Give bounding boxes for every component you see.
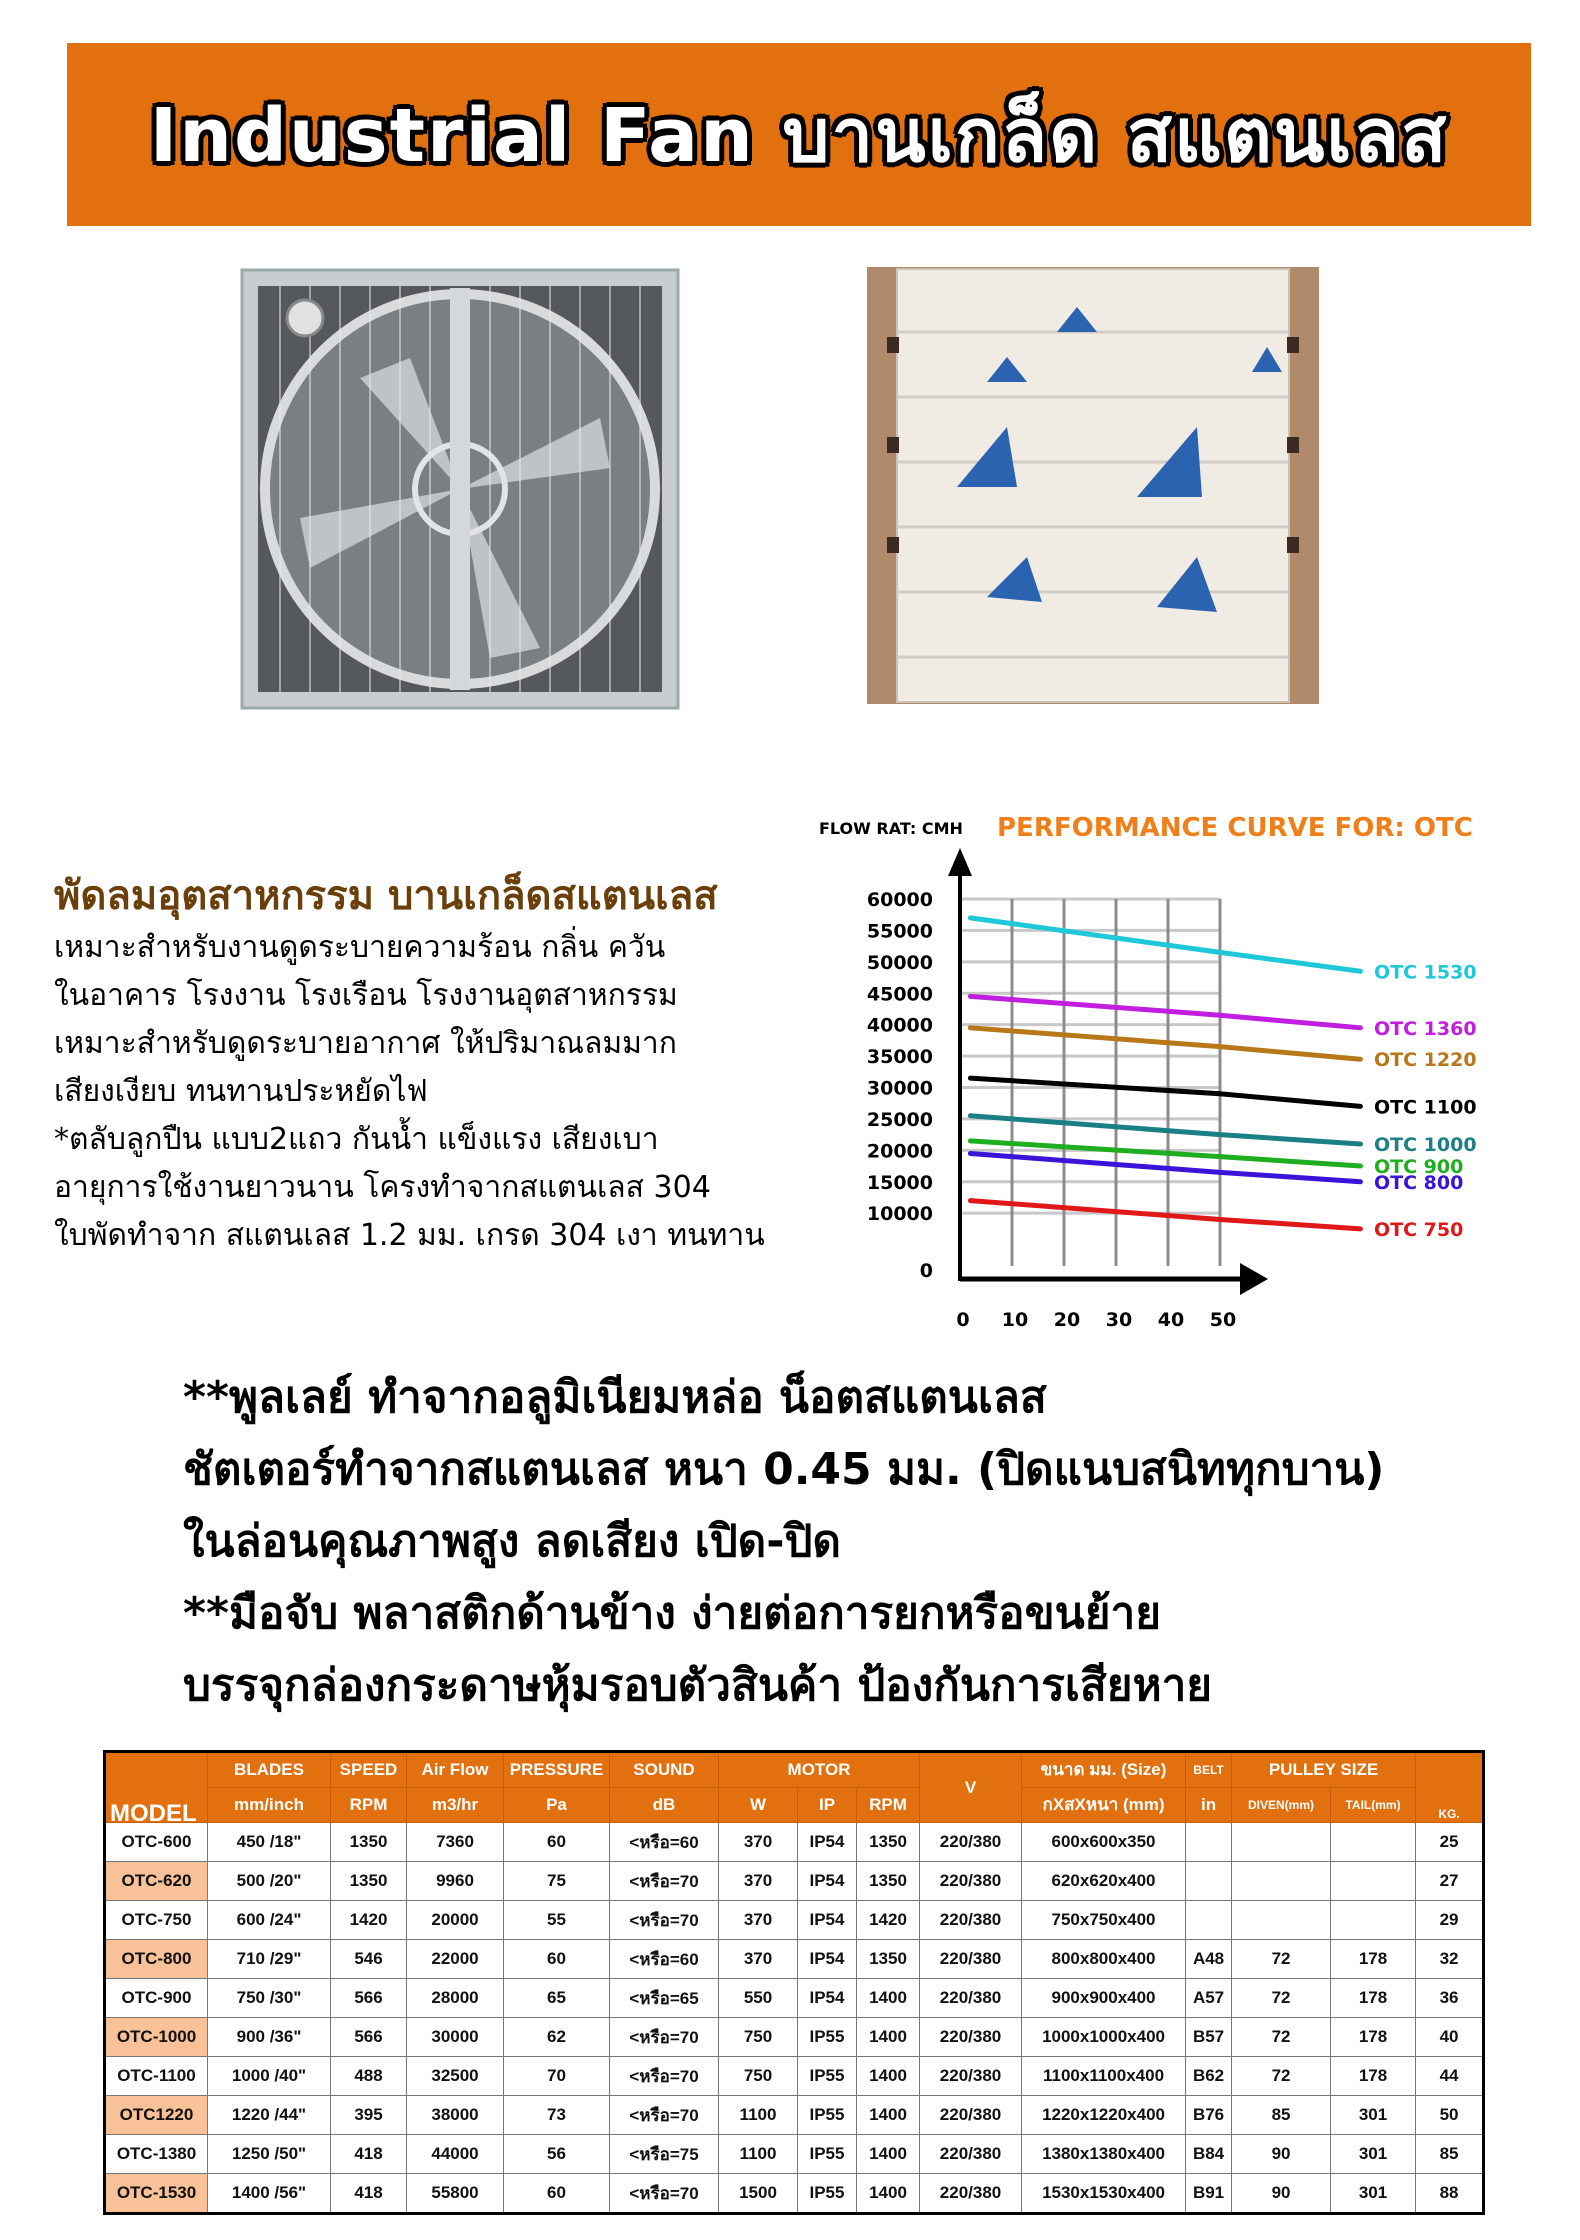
- header-speed-unit: RPM: [331, 1788, 407, 1823]
- series-label: OTC 1220: [1374, 1049, 1477, 1072]
- table-cell: 546: [331, 1940, 407, 1979]
- header-motor-w: W: [719, 1788, 798, 1823]
- table-cell: 1220 /44": [208, 2096, 331, 2135]
- table-cell: 178: [1331, 2018, 1416, 2057]
- table-cell: 800x800x400: [1022, 1940, 1186, 1979]
- model-cell: OTC-800: [105, 1940, 208, 1979]
- y-tick-label: 40000: [866, 1014, 933, 1037]
- table-cell: <หรือ=65: [610, 1979, 719, 2018]
- header-belt: BELT: [1186, 1752, 1232, 1788]
- table-cell: 1400: [857, 2096, 920, 2135]
- table-cell: IP55: [798, 2135, 857, 2174]
- table-cell: 60: [504, 1823, 610, 1862]
- table-cell: 85: [1232, 2096, 1331, 2135]
- table-cell: 1400 /56": [208, 2174, 331, 2214]
- header-belt-unit: in: [1186, 1788, 1232, 1823]
- table-cell: 370: [719, 1940, 798, 1979]
- table-cell: 1500: [719, 2174, 798, 2214]
- table-cell: [1232, 1901, 1331, 1940]
- table-cell: 28000: [407, 1979, 504, 2018]
- table-cell: IP55: [798, 2018, 857, 2057]
- header-blades: BLADES: [208, 1752, 331, 1788]
- y-tick-label: 60000: [866, 889, 933, 911]
- table-cell: IP54: [798, 1979, 857, 2018]
- table-cell: A48: [1186, 1940, 1232, 1979]
- y-tick-label: 45000: [866, 983, 933, 1006]
- table-cell: <หรือ=60: [610, 1940, 719, 1979]
- table-cell: B62: [1186, 2057, 1232, 2096]
- series-line: [970, 996, 1360, 1027]
- header-motor-ip: IP: [798, 1788, 857, 1823]
- description-line: เสียงเงียบ ทนทานประหยัดไฟ: [54, 1074, 428, 1109]
- header-motor-rpm: RPM: [857, 1788, 920, 1823]
- table-cell: 1350: [857, 1862, 920, 1901]
- table-cell: 27: [1416, 1862, 1484, 1901]
- table-cell: 25: [1416, 1823, 1484, 1862]
- table-cell: 56: [504, 2135, 610, 2174]
- description-line: ใบพัดทำจาก สแตนเลส 1.2 มม. เกรด 304 เงา ทนทาน: [54, 1218, 765, 1253]
- description-line: ในอาคาร โรงงาน โรงเรือน โรงงานอุตสาหกรรม: [54, 978, 678, 1013]
- table-cell: 1400: [857, 2135, 920, 2174]
- table-cell: 566: [331, 2018, 407, 2057]
- table-cell: 220/380: [920, 2096, 1022, 2135]
- series-label: OTC 750: [1374, 1218, 1464, 1241]
- table-cell: 178: [1331, 1979, 1416, 2018]
- fan-shutter-image: [857, 257, 1329, 714]
- series-label: OTC 1530: [1374, 961, 1477, 984]
- table-cell: 301: [1331, 2174, 1416, 2214]
- table-cell: IP55: [798, 2096, 857, 2135]
- table-cell: IP55: [798, 2174, 857, 2214]
- table-cell: [1232, 1823, 1331, 1862]
- table-cell: 395: [331, 2096, 407, 2135]
- table-cell: 1420: [857, 1901, 920, 1940]
- table-cell: 1350: [331, 1862, 407, 1901]
- table-cell: 301: [1331, 2096, 1416, 2135]
- y-tick-label: 55000: [866, 920, 933, 943]
- model-cell: OTC-1380: [105, 2135, 208, 2174]
- series-label: OTC 800: [1374, 1171, 1464, 1194]
- performance-curve-chart: [800, 800, 1500, 1340]
- y-tick-label: 30000: [866, 1077, 933, 1100]
- y-tick-label: 35000: [866, 1046, 933, 1069]
- table-cell: [1331, 1823, 1416, 1862]
- table-cell: 1250 /50": [208, 2135, 331, 2174]
- table-cell: [1186, 1862, 1232, 1901]
- header-sound: SOUND: [610, 1752, 719, 1788]
- table-cell: 450 /18": [208, 1823, 331, 1862]
- table-row: [105, 1901, 1484, 1940]
- table-cell: [1232, 1862, 1331, 1901]
- series-label: OTC 1000: [1374, 1134, 1477, 1157]
- header-kg: KG.: [1416, 1752, 1484, 1823]
- y-tick-label: 25000: [866, 1108, 933, 1131]
- description-heading: พัดลมอุตสาหกรรม บานเกล็ดสแตนเลส: [54, 873, 718, 919]
- header-model: MODEL: [105, 1752, 208, 1823]
- header-motor: MOTOR: [719, 1752, 920, 1788]
- table-cell: 72: [1232, 1979, 1331, 2018]
- series-line: [970, 1153, 1360, 1181]
- table-cell: [1331, 1862, 1416, 1901]
- header-tail: TAIL(mm): [1331, 1788, 1416, 1823]
- table-cell: 70: [504, 2057, 610, 2096]
- feature-line: ชัตเตอร์ทำจากสแตนเลส หนา 0.45 มม. (ปิดแนบสนิททุกบาน): [183, 1444, 1385, 1495]
- header-blades-unit: mm/inch: [208, 1788, 331, 1823]
- table-cell: 1100: [719, 2096, 798, 2135]
- description-line: เหมาะสำหรับดูดระบายอากาศ ให้ปริมาณลมมาก: [54, 1026, 677, 1061]
- table-cell: 178: [1331, 1940, 1416, 1979]
- table-cell: 600 /24": [208, 1901, 331, 1940]
- spec-table: [103, 1750, 1485, 2215]
- table-cell: 900x900x400: [1022, 1979, 1186, 2018]
- table-cell: 90: [1232, 2135, 1331, 2174]
- table-cell: <หรือ=70: [610, 1901, 719, 1940]
- table-row: [105, 1979, 1484, 2018]
- table-cell: 220/380: [920, 2057, 1022, 2096]
- table-cell: 32500: [407, 2057, 504, 2096]
- table-cell: 220/380: [920, 2174, 1022, 2214]
- table-cell: B84: [1186, 2135, 1232, 2174]
- table-cell: 220/380: [920, 2135, 1022, 2174]
- series-line: [970, 1141, 1360, 1166]
- y-tick-label: 50000: [866, 951, 933, 974]
- table-row: [105, 1862, 1484, 1901]
- table-cell: 65: [504, 1979, 610, 2018]
- table-cell: 1350: [857, 1940, 920, 1979]
- model-cell: OTC-1000: [105, 2018, 208, 2057]
- table-cell: 1000x1000x400: [1022, 2018, 1186, 2057]
- table-cell: 220/380: [920, 2018, 1022, 2057]
- table-cell: <หรือ=75: [610, 2135, 719, 2174]
- table-cell: 750 /30": [208, 1979, 331, 2018]
- title-banner: [67, 43, 1531, 226]
- table-cell: <หรือ=70: [610, 2057, 719, 2096]
- table-cell: IP54: [798, 1901, 857, 1940]
- table-cell: 1380x1380x400: [1022, 2135, 1186, 2174]
- table-cell: B91: [1186, 2174, 1232, 2214]
- table-cell: 32: [1416, 1940, 1484, 1979]
- table-cell: 36: [1416, 1979, 1484, 2018]
- table-cell: 500 /20": [208, 1862, 331, 1901]
- table-cell: B57: [1186, 2018, 1232, 2057]
- table-cell: 370: [719, 1862, 798, 1901]
- table-cell: 1420: [331, 1901, 407, 1940]
- table-cell: 85: [1416, 2135, 1484, 2174]
- table-cell: 1350: [857, 1823, 920, 1862]
- table-cell: [1186, 1901, 1232, 1940]
- table-cell: 220/380: [920, 1940, 1022, 1979]
- table-cell: 566: [331, 1979, 407, 2018]
- table-cell: IP54: [798, 1823, 857, 1862]
- table-cell: 44000: [407, 2135, 504, 2174]
- model-cell: OTC-900: [105, 1979, 208, 2018]
- feature-line: **มือจับ พลาสติกด้านข้าง ง่ายต่อการยกหรือขนย้าย: [183, 1588, 1162, 1639]
- table-cell: 40: [1416, 2018, 1484, 2057]
- x-tick-label: 20: [1053, 1309, 1081, 1331]
- table-cell: 418: [331, 2174, 407, 2214]
- table-cell: 750: [719, 2057, 798, 2096]
- table-cell: 1400: [857, 2057, 920, 2096]
- table-cell: 29: [1416, 1901, 1484, 1940]
- table-cell: 1350: [331, 1823, 407, 1862]
- table-cell: 301: [1331, 2135, 1416, 2174]
- table-cell: 1530x1530x400: [1022, 2174, 1186, 2214]
- header-voltage: V: [920, 1752, 1022, 1823]
- series-line: [970, 1028, 1360, 1059]
- x-axis-arrow: [1240, 1263, 1268, 1295]
- table-cell: 550: [719, 1979, 798, 2018]
- table-cell: IP55: [798, 2057, 857, 2096]
- page-title: Industrial Fan บานเกล็ด สแตนเลส: [149, 92, 1449, 179]
- table-cell: 750x750x400: [1022, 1901, 1186, 1940]
- model-cell: OTC-1530: [105, 2174, 208, 2214]
- table-cell: <หรือ=70: [610, 1862, 719, 1901]
- table-cell: 220/380: [920, 1823, 1022, 1862]
- y-axis-label: FLOW RAT: CMH: [819, 819, 963, 838]
- header-diven: DIVEN(mm): [1232, 1788, 1331, 1823]
- fan-front-image: [240, 268, 680, 710]
- table-cell: 7360: [407, 1823, 504, 1862]
- table-row: [105, 1940, 1484, 1979]
- y-tick-label: 15000: [866, 1171, 933, 1194]
- description-line: เหมาะสำหรับงานดูดระบายความร้อน กลิ่น ควัน: [54, 930, 666, 965]
- table-cell: 38000: [407, 2096, 504, 2135]
- table-cell: 1400: [857, 1979, 920, 2018]
- table-cell: 1000 /40": [208, 2057, 331, 2096]
- header-pressure-unit: Pa: [504, 1788, 610, 1823]
- x-tick-label: 0: [956, 1309, 970, 1331]
- table-cell: 488: [331, 2057, 407, 2096]
- y-axis-arrow: [948, 848, 972, 876]
- table-cell: 88: [1416, 2174, 1484, 2214]
- series-line: [970, 1078, 1360, 1106]
- table-cell: 9960: [407, 1862, 504, 1901]
- header-airflow-unit: m3/hr: [407, 1788, 504, 1823]
- series-label: OTC 1360: [1374, 1017, 1477, 1040]
- y-tick-label: 20000: [866, 1140, 933, 1163]
- header-size-unit: กXสXหนา (mm): [1022, 1788, 1186, 1823]
- table-cell: 620x620x400: [1022, 1862, 1186, 1901]
- table-cell: 710 /29": [208, 1940, 331, 1979]
- table-cell: 600x600x350: [1022, 1823, 1186, 1862]
- table-cell: 22000: [407, 1940, 504, 1979]
- table-cell: 72: [1232, 2057, 1331, 2096]
- table-cell: 220/380: [920, 1901, 1022, 1940]
- table-cell: 60: [504, 1940, 610, 1979]
- header-pressure: PRESSURE: [504, 1752, 610, 1788]
- table-cell: 1220x1220x400: [1022, 2096, 1186, 2135]
- table-row: [105, 2174, 1484, 2214]
- model-cell: OTC-600: [105, 1823, 208, 1862]
- table-cell: 72: [1232, 1940, 1331, 1979]
- table-row: [105, 2096, 1484, 2135]
- table-row: [105, 2057, 1484, 2096]
- feature-list: [183, 1362, 1384, 1722]
- table-cell: <หรือ=70: [610, 2174, 719, 2214]
- table-cell: [1186, 1823, 1232, 1862]
- table-cell: 50: [1416, 2096, 1484, 2135]
- table-cell: 220/380: [920, 1862, 1022, 1901]
- model-cell: OTC1220: [105, 2096, 208, 2135]
- y-tick-label: 0: [919, 1260, 933, 1282]
- table-cell: 370: [719, 1823, 798, 1862]
- header-size: ขนาด มม. (Size): [1022, 1752, 1186, 1788]
- series-label: OTC 900: [1374, 1156, 1464, 1179]
- feature-line: **พูลเลย์ ทำจากอลูมิเนียมหล่อ น็อตสแตนเลส: [183, 1372, 1047, 1423]
- model-cell: OTC-750: [105, 1901, 208, 1940]
- table-cell: 178: [1331, 2057, 1416, 2096]
- table-cell: B76: [1186, 2096, 1232, 2135]
- model-cell: OTC-620: [105, 1862, 208, 1901]
- table-cell: <หรือ=70: [610, 2096, 719, 2135]
- table-cell: 220/380: [920, 1979, 1022, 2018]
- table-row: [105, 2018, 1484, 2057]
- header-pulley: PULLEY SIZE: [1232, 1752, 1416, 1788]
- table-cell: 1400: [857, 2018, 920, 2057]
- chart-title: PERFORMANCE CURVE FOR: OTC: [997, 813, 1473, 843]
- table-cell: 62: [504, 2018, 610, 2057]
- description-line: *ตลับลูกปืน แบบ2แถว กันน้ำ แข็งแรง เสียงเบา: [54, 1122, 659, 1157]
- table-cell: 55: [504, 1901, 610, 1940]
- model-cell: OTC-1100: [105, 2057, 208, 2096]
- table-cell: 60: [504, 2174, 610, 2214]
- series-label: OTC 1100: [1374, 1096, 1477, 1119]
- x-tick-label: 10: [1001, 1309, 1029, 1331]
- table-cell: 30000: [407, 2018, 504, 2057]
- table-cell: <หรือ=70: [610, 2018, 719, 2057]
- table-cell: 750: [719, 2018, 798, 2057]
- table-row: [105, 1823, 1484, 1862]
- x-tick-label: 30: [1105, 1309, 1133, 1331]
- table-row: [105, 2135, 1484, 2174]
- table-cell: 75: [504, 1862, 610, 1901]
- header-sound-unit: dB: [610, 1788, 719, 1823]
- series-line: [970, 1201, 1360, 1229]
- table-cell: 73: [504, 2096, 610, 2135]
- table-cell: IP54: [798, 1940, 857, 1979]
- table-cell: [1331, 1901, 1416, 1940]
- description-line: อายุการใช้งานยาวนาน โครงทำจากสแตนเลส 304: [54, 1170, 711, 1205]
- table-cell: 44: [1416, 2057, 1484, 2096]
- table-cell: 55800: [407, 2174, 504, 2214]
- header-speed: SPEED: [331, 1752, 407, 1788]
- table-cell: 418: [331, 2135, 407, 2174]
- feature-line: ในล่อนคุณภาพสูง ลดเสียง เปิด-ปิด: [183, 1516, 841, 1567]
- table-cell: 900 /36": [208, 2018, 331, 2057]
- x-tick-label: 50: [1209, 1309, 1237, 1331]
- product-description: [54, 868, 854, 1260]
- table-cell: A57: [1186, 1979, 1232, 2018]
- header-airflow: Air Flow: [407, 1752, 504, 1788]
- table-cell: 20000: [407, 1901, 504, 1940]
- x-tick-label: 40: [1157, 1309, 1185, 1331]
- y-tick-label: 10000: [866, 1203, 933, 1226]
- table-cell: <หรือ=60: [610, 1823, 719, 1862]
- table-cell: 72: [1232, 2018, 1331, 2057]
- table-cell: 1400: [857, 2174, 920, 2214]
- table-cell: IP54: [798, 1862, 857, 1901]
- table-cell: 370: [719, 1901, 798, 1940]
- feature-line: บรรจุกล่องกระดาษหุ้มรอบตัวสินค้า ป้องกันการเสียหาย: [183, 1660, 1213, 1711]
- table-cell: 1100x1100x400: [1022, 2057, 1186, 2096]
- table-cell: 90: [1232, 2174, 1331, 2214]
- table-cell: 1100: [719, 2135, 798, 2174]
